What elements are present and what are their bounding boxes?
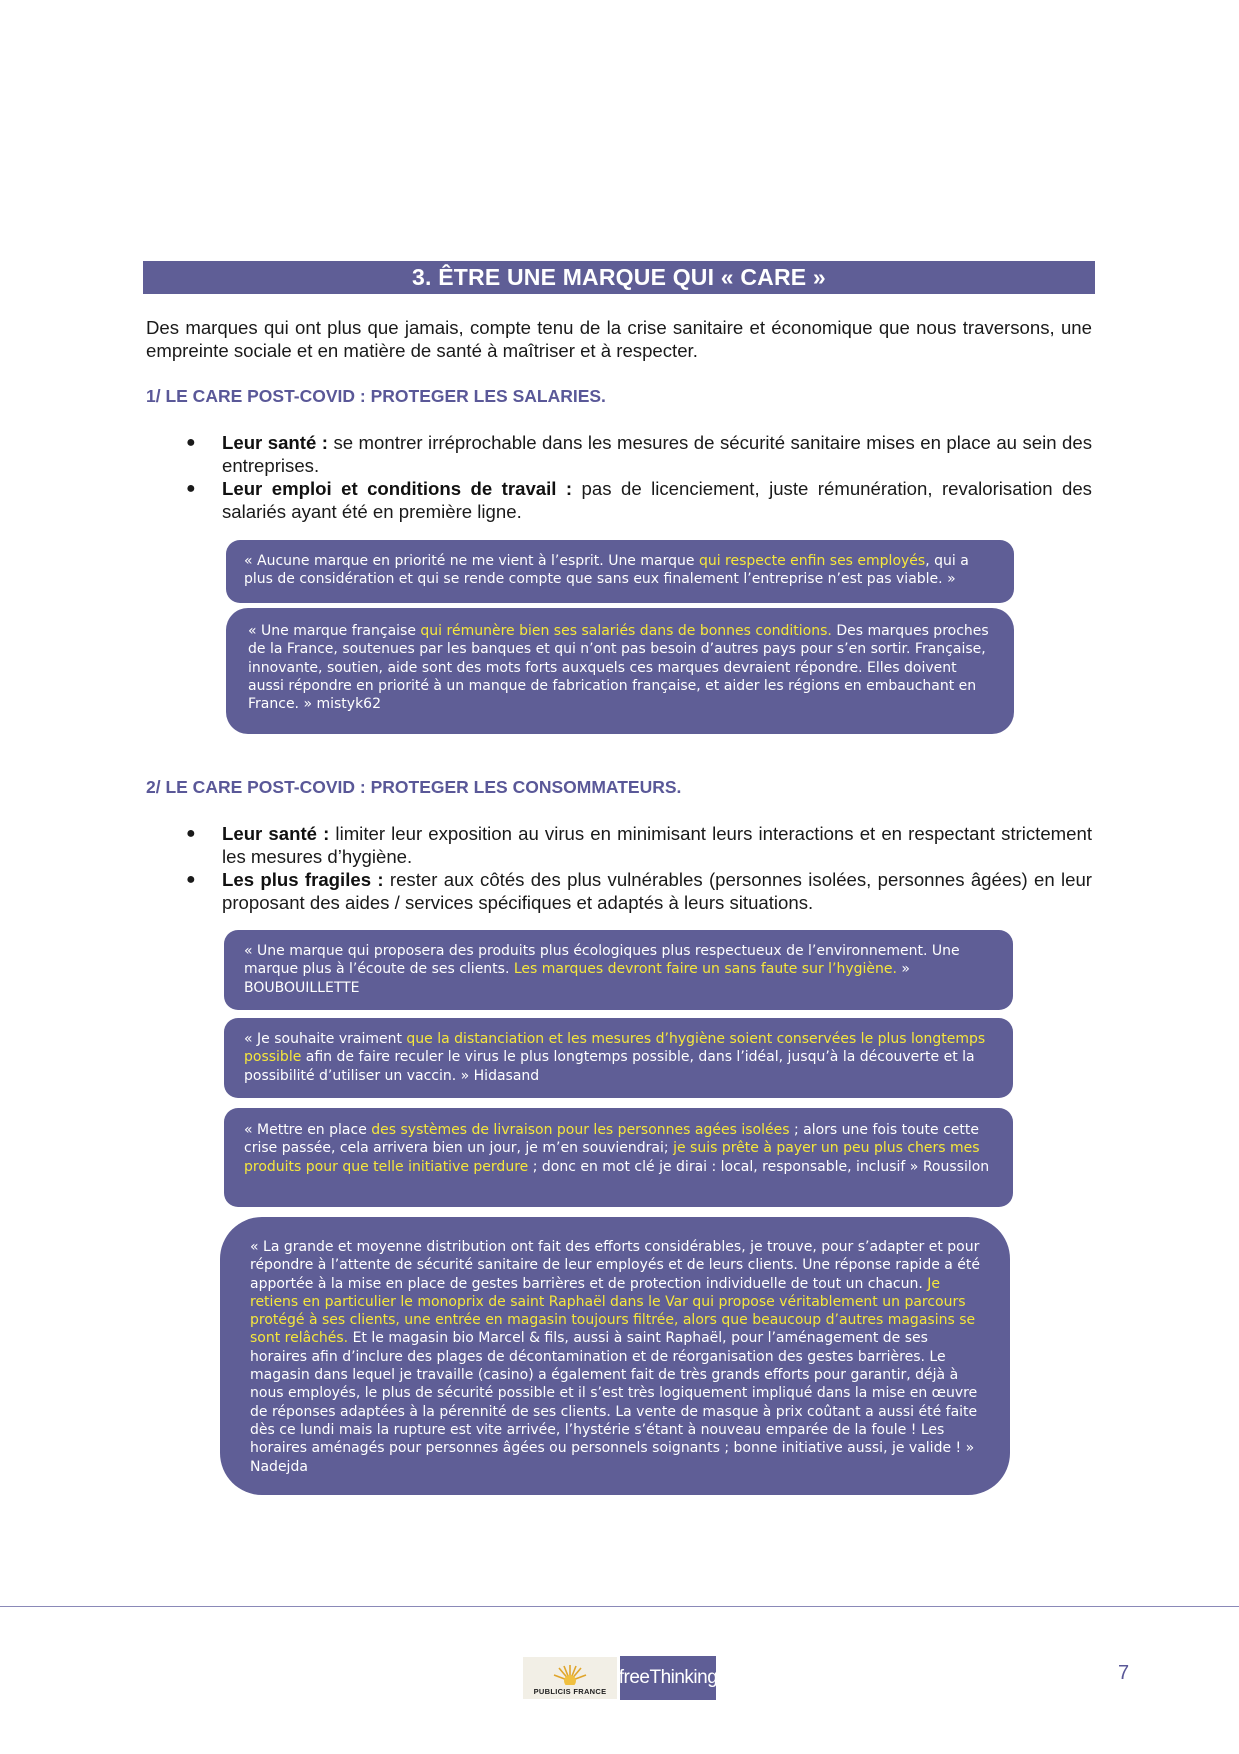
publicis-logo <box>523 1657 617 1699</box>
list-item <box>146 868 1092 914</box>
quote-box <box>226 540 1014 603</box>
section-title: 3. ÊTRE UNE MARQUE QUI « CARE » <box>412 264 826 290</box>
bullet-icon: ● <box>186 825 196 842</box>
footer-divider <box>0 1606 1239 1607</box>
quote-text: Des marques proches de la France, soutenues par les banques et qui n’ont pas besoin d’autres pays pour s’en sortir. Française, innovante, soutien, aide sont des mots forts auxquels ces marques devraient répondre. Elles doivent aussi répondre en priorité à un manque de fabrication française, et aider les régions en embauchant en France. » mistyk62 <box>248 623 989 713</box>
sun-logo-icon <box>552 1663 588 1685</box>
quote-text: , qui a plus de considération et qui se rende compte que sans eux finalement l’entreprise n’est pas viable. » <box>244 553 969 588</box>
quote-highlight: qui rémunère bien ses salariés dans de bonnes conditions. <box>420 623 832 639</box>
freethinking-logo <box>620 1656 716 1700</box>
quote-highlight: qui respecte enfin ses employés <box>698 553 926 569</box>
quote-text: « Je souhaite vraiment <box>244 1031 407 1047</box>
section-title-bar <box>143 261 1095 294</box>
quote-highlight: Je retiens en particulier le monoprix de saint Raphaël dans le Var qui propose véritablement un parcours protégé à ses clients, une entrée en magasin toujours filtrée, alors que beaucoup d’autres magasins se sont relâchés. <box>250 1275 976 1347</box>
quote-highlight: que la distanciation et les mesures d’hygiène soient conservées le plus longtemps possible <box>244 1031 986 1066</box>
quote-text: « Mettre en place <box>244 1122 372 1138</box>
quote-box <box>226 608 1014 734</box>
quote-text: » BOUBOUILLETTE <box>244 961 910 996</box>
bullet-text: rester aux côtés des plus vulnérables (personnes isolées, personnes âgées) en leur proposant des aides / services spécifiques et adaptés à leurs situations. <box>222 869 1092 913</box>
quote-box <box>224 1018 1013 1098</box>
quote-box <box>220 1217 1010 1495</box>
bullet-text: pas de licenciement, juste rémunération, revalorisation des salariés ayant été en première ligne. <box>222 478 1092 522</box>
list-item <box>146 431 1092 477</box>
publicis-logo-text: PUBLICIS FRANCE <box>533 1687 607 1696</box>
list-item <box>146 477 1092 523</box>
section2-bullet-list <box>146 822 1092 914</box>
bullet-text: limiter leur exposition au virus en minimisant leurs interactions et en respectant strictement les mesures d’hygiène. <box>222 823 1092 867</box>
quote-highlight: Les marques devront faire un sans faute sur l’hygiène. <box>513 961 897 978</box>
list-item <box>146 822 1092 868</box>
page-number: 7 <box>1118 1662 1130 1684</box>
quote-text: Et le magasin bio Marcel & fils, aussi à saint Raphaël, pour l’aménagement de ses horaires afin d’inclure des plages de décontamination et de réorganisation des gestes barrières. Le magasin dans lequel je travaille (casino) a également fait de très grands efforts pour garantir, déjà à nous employés, le plus de sécurité possible et il s’est très logiquement impliqué dans la mise en œuvre de réponses adaptées à la pérennité de ses clients. La vente de masque à prix coûtant a aussi été faite dès ce lundi mais la rupture est vite arrivée, l’hystérie s’étant à nouveau emparée de la foule ! Les horaires aménagés pour personnes âgées ou personnels soignants ; bonne initiative aussi, je valide ! » Nadejda <box>250 1330 978 1475</box>
bullet-icon: ● <box>186 871 196 888</box>
freethinking-logo-text: freeThinking <box>618 1667 718 1688</box>
quote-text: « La grande et moyenne distribution ont fait des efforts considérables, je trouve, pour s’adapter et pour répondre à l’attente de sécurité sanitaire de leur employés et de leurs clients. Une réponse rapide a été apportée à la mise en place de gestes barrières et de protection individuelle de tout un chacun. <box>250 1239 981 1292</box>
quote-box <box>224 930 1013 1010</box>
bullet-term: Leur santé : <box>222 823 330 844</box>
quote-highlight: des systèmes de livraison pour les personnes agées isolées <box>371 1122 790 1138</box>
bullet-term: Les plus fragiles : <box>222 869 384 890</box>
section2-heading: 2/ LE CARE POST-COVID : PROTEGER LES CONSOMMATEURS. <box>146 777 682 797</box>
quote-highlight: je suis prête à payer un peu plus chers mes produits pour que telle initiative perdure <box>244 1140 980 1175</box>
quote-text: « Une marque française <box>248 623 421 639</box>
intro-paragraph: Des marques qui ont plus que jamais, compte tenu de la crise sanitaire et économique que nous traversons, une empreinte sociale et en matière de santé à maîtriser et à respecter. <box>146 317 1092 361</box>
quote-text: afin de faire reculer le virus le plus longtemps possible, dans l’idéal, jusqu’à la découverte et la possibilité d’utiliser un vaccin. » Hidasand <box>244 1049 975 1084</box>
quote-text: « Aucune marque en priorité ne me vient à l’esprit. Une marque <box>244 553 699 569</box>
bullet-icon: ● <box>186 480 196 497</box>
quote-text: ; alors une fois toute cette crise passée, cela arrivera bien un jour, je m’en souviendrai; <box>244 1122 979 1157</box>
bullet-icon: ● <box>186 434 196 451</box>
section1-bullet-list <box>146 431 1092 523</box>
bullet-term: Leur emploi et conditions de travail : <box>222 478 573 499</box>
quote-text: ; donc en mot clé je dirai : local, responsable, inclusif » Roussilon <box>528 1158 990 1175</box>
quote-box <box>224 1108 1013 1207</box>
quote-text: « Une marque qui proposera des produits plus écologiques plus respectueux de l’environnement. Une marque plus à l’écoute de ses clients. <box>244 943 960 978</box>
bullet-term: Leur santé : <box>222 432 328 453</box>
bullet-text: se montrer irréprochable dans les mesures de sécurité sanitaire mises en place au sein des entreprises. <box>222 432 1093 476</box>
section1-heading: 1/ LE CARE POST-COVID : PROTEGER LES SALARIES. <box>146 386 606 406</box>
